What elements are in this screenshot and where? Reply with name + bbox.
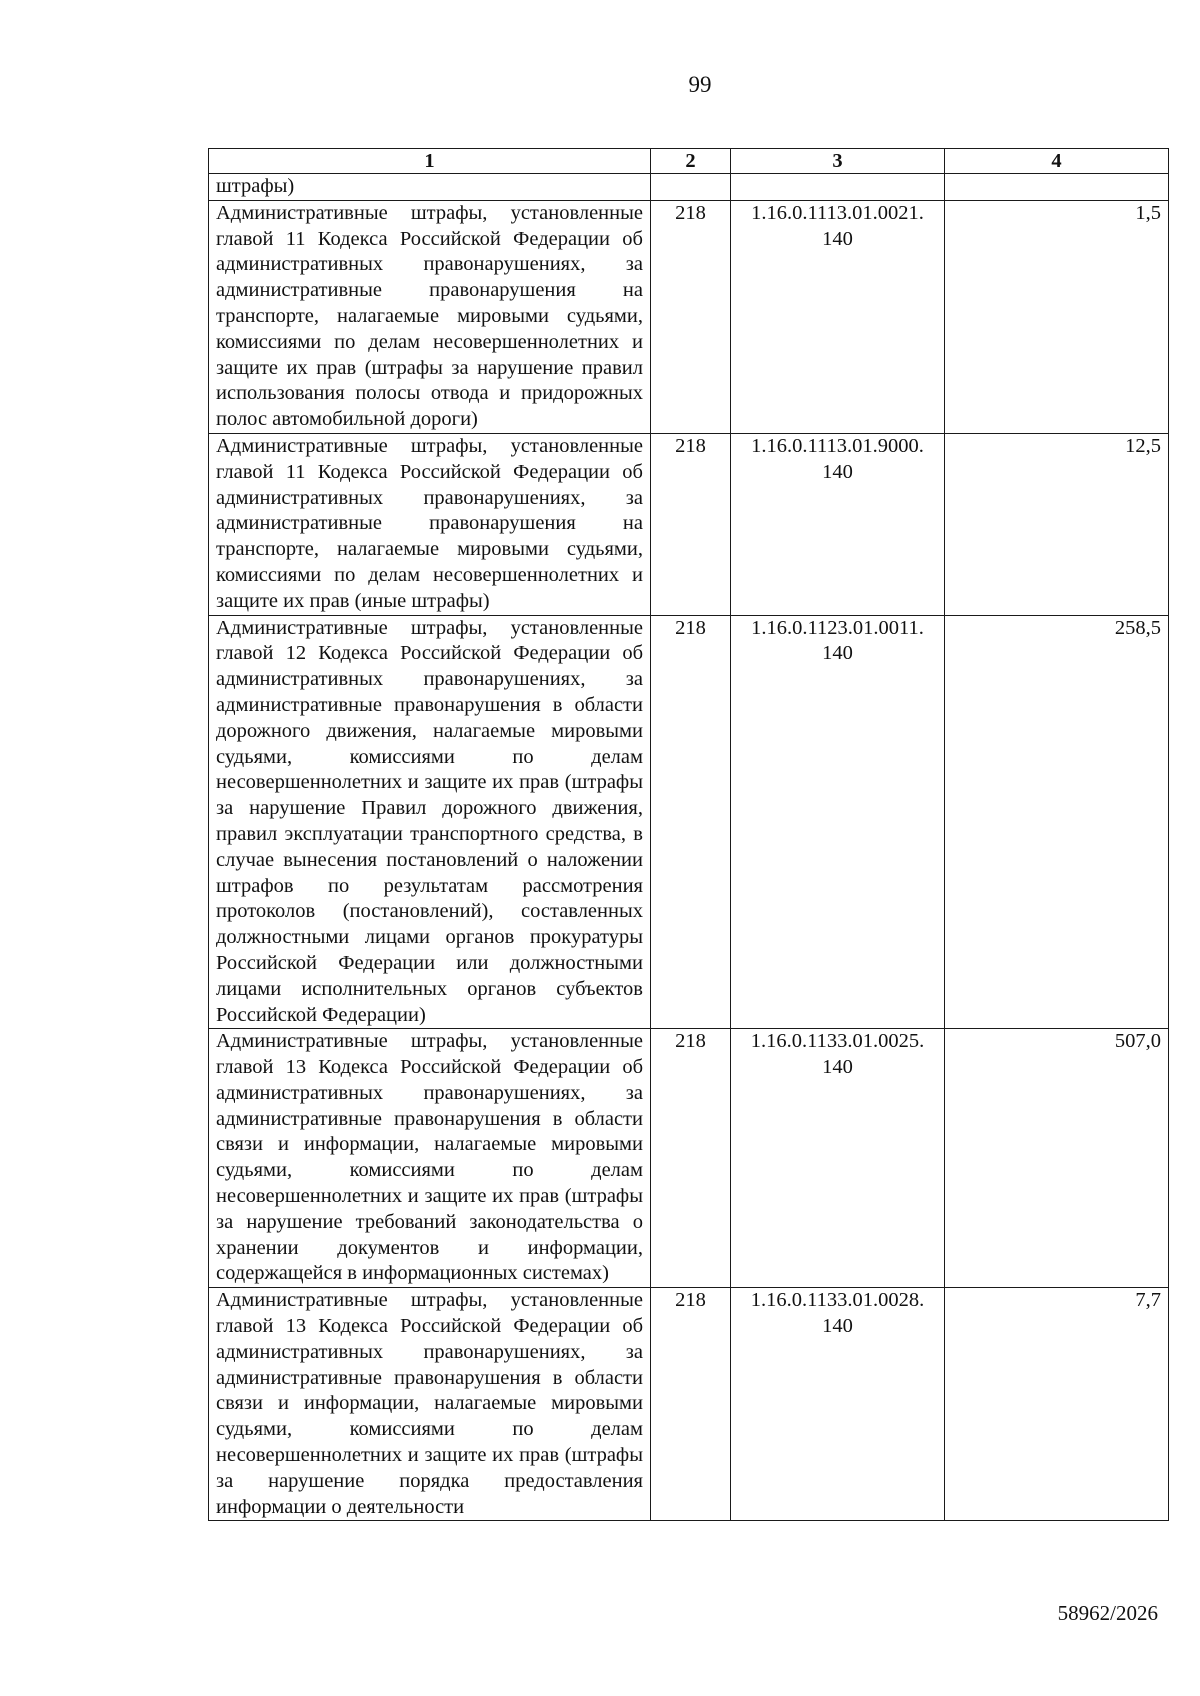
- row-admin-cell: 218: [651, 1288, 731, 1521]
- row-code-cell: [731, 174, 945, 201]
- page-number: 99: [688, 72, 712, 97]
- table-row: [209, 615, 1169, 1029]
- row-code-cell: 1.16.0.1113.01.0021. 140: [731, 200, 945, 433]
- row-admin-cell: 218: [651, 200, 731, 433]
- row-admin-cell: 218: [651, 433, 731, 615]
- row-code-cell: 1.16.0.1133.01.0025. 140: [731, 1029, 945, 1288]
- row-amount-cell: 507,0: [945, 1029, 1169, 1288]
- row-amount-cell: 258,5: [945, 615, 1169, 1029]
- document-registration-number: 58962/2026: [1057, 1601, 1158, 1625]
- row-amount-cell: 7,7: [945, 1288, 1169, 1521]
- row-amount-cell: 12,5: [945, 433, 1169, 615]
- row-admin-cell: 218: [651, 615, 731, 1029]
- table-row: [209, 1288, 1169, 1521]
- row-code-cell: 1.16.0.1113.01.9000. 140: [731, 433, 945, 615]
- row-admin-cell: 218: [651, 1029, 731, 1288]
- row-name-cell: Административные штрафы, установленные главой 11 Кодекса Российской Федерации об административных правонарушениях, за административные правонарушения на транспорте, налагаемые мировыми судьями, комиссиями по делам несовершеннолетних и защите их прав (штрафы за нарушение правил использования полосы отвода и придорожных полос автомобильной дороги): [209, 200, 651, 433]
- row-name-cell: Административные штрафы, установленные главой 13 Кодекса Российской Федерации об административных правонарушениях, за административные правонарушения в области связи и информации, налагаемые мировыми судьями, комиссиями по делам несовершеннолетних и защите их прав (штрафы за нарушение требований законодательства о хранении документов и информации, содержащейся в информационных системах): [209, 1029, 651, 1288]
- header-col-4: 4: [945, 149, 1169, 174]
- table-row: [209, 433, 1169, 615]
- row-amount-cell: 1,5: [945, 200, 1169, 433]
- row-code-cell: 1.16.0.1133.01.0028. 140: [731, 1288, 945, 1521]
- table-row: [209, 1029, 1169, 1288]
- row-admin-cell: [651, 174, 731, 201]
- row-code-cell: 1.16.0.1123.01.0011. 140: [731, 615, 945, 1029]
- row-name-cell: Административные штрафы, установленные главой 12 Кодекса Российской Федерации об административных правонарушениях, за административные правонарушения в области дорожного движения, налагаемые мировыми судьями, комиссиями по делам несовершеннолетних и защите их прав (штрафы за нарушение Правил дорожного движения, правил эксплуатации транспортного средства, в случае вынесения постановлений о наложении штрафов по результатам рассмотрения протоколов (постановлений), составленных должностными лицами органов прокуратуры Российской Федерации или должностными лицами исполнительных органов субъектов Российской Федерации): [209, 615, 651, 1029]
- table-row: [209, 200, 1169, 433]
- row-name-cell: штрафы): [209, 174, 651, 201]
- table-header-row: [209, 149, 1169, 174]
- row-amount-cell: [945, 174, 1169, 201]
- budget-table: [208, 148, 1169, 1521]
- header-col-1: 1: [209, 149, 651, 174]
- table-row: [209, 174, 1169, 201]
- header-col-3: 3: [731, 149, 945, 174]
- row-name-cell: Административные штрафы, установленные главой 13 Кодекса Российской Федерации об административных правонарушениях, за административные правонарушения в области связи и информации, налагаемые мировыми судьями, комиссиями по делам несовершеннолетних и защите их прав (штрафы за нарушение порядка предоставления информации о деятельности: [209, 1288, 651, 1521]
- row-name-cell: Административные штрафы, установленные главой 11 Кодекса Российской Федерации об административных правонарушениях, за административные правонарушения на транспорте, налагаемые мировыми судьями, комиссиями по делам несовершеннолетних и защите их прав (иные штрафы): [209, 433, 651, 615]
- header-col-2: 2: [651, 149, 731, 174]
